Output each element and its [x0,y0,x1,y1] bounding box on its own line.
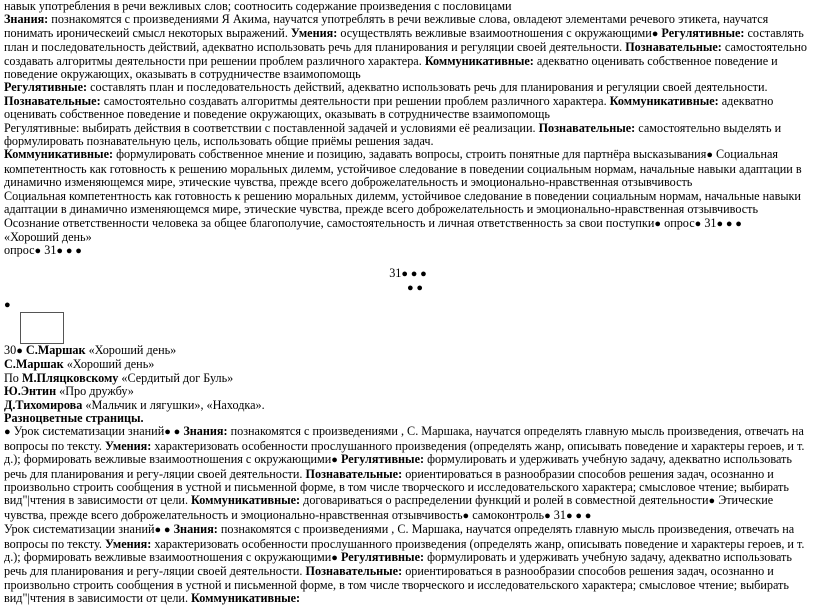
label-communicative: Коммуникативные: [191,493,301,508]
author: Д.Тихомирова [4,397,83,412]
label-cognitive: Познавательные: [625,40,722,55]
paragraph-competences-1 [4,13,812,81]
text: составлять план и последовательность действий, адекватно использовать речь для планирования и регуляции своей деятельности. [87,80,768,95]
number: 31 [41,243,57,258]
paragraph-regulative [4,122,812,149]
author: С.Маршак [4,357,64,372]
bullets-icon: ● ● ● [401,267,427,280]
line-good-day [4,231,812,244]
label-communicative: Коммуникативные: [4,147,114,162]
label-skills: Умения: [104,438,152,453]
line-entin [4,385,812,398]
text: опрос [661,215,695,230]
label-cognitive: Познавательные: [538,120,636,135]
title: «Сердитый дог Буль» [118,370,234,385]
label-cognitive: Познавательные: [4,93,101,108]
bullets-icon: ● ● [406,282,424,295]
title: «Про дружбу» [56,384,134,399]
text: ориентироваться в разнообразии способов решения задач, осознанно и произвольно строить сообщения в устной и письменной форме, в том числе творческого и исследовательского характера; смысловое чтение; выбирать вид"|чтения в зависимости от цели. [4,564,789,606]
text: самостоятельно создавать алгоритмы деятельности при решении проблем различного характера. [100,93,610,108]
bullets-icon: ● ● ● [565,509,592,522]
bullet-icon: ● [544,509,551,522]
label-regulative: Регулятивные: [4,80,88,95]
bullets-icon: ● ● ● [716,217,742,230]
text: характеризовать особенности прослушанного произведения (определять жанр, описывать поведение и характеры героев, и т. д.); формировать вежливые взаимоотношения с окружающими [4,536,805,565]
paragraph-social [4,190,812,217]
text: «Хороший день» [4,229,92,244]
bullet-icon: ● [331,454,338,467]
bullets-icon: ● ● [154,524,171,537]
bullet-icon: ● [706,149,713,162]
text: составлять план и последовательность действий, адекватно использовать речь для планирования и регуляции своей деятельности. [4,25,804,55]
text: самостоятельно выделять и формулировать познавательную цель, использовать общие приёмы решения задач. [4,120,782,149]
text: познакомятся с произведениями , С. Маршака, научатся определять главную мысль произведения, отвечать на вопросы по тексту. [4,424,804,453]
paragraph-lesson-2 [4,523,812,605]
text: ориентироваться в разнообразии способов решения задач, осознанно и произвольно строить сообщения в устной и письменной форме, в том числе творческого и исследовательского характера; смысловое чтение; выбирать вид"|чтения в зависимости от цели. [4,466,789,508]
bullet-icon: ● [331,552,338,565]
label-communicative: Коммуникативные: [609,93,719,108]
number: 30 [4,342,17,357]
label-knowledge: Знания: [4,12,49,27]
bullet-icon: ● [654,217,662,230]
bullet-icon: ● [16,344,23,357]
number: 31 [389,265,402,280]
label-communicative: Коммуникативные: [191,591,301,606]
text: самостоятельно создавать алгоритмы деятельности при решении проблем различного характера. [4,40,808,68]
lone-dot [4,298,812,312]
label-regulative: Регулятивные: [658,25,745,40]
bullet-icon: ● [694,217,702,230]
bullet-icon: ● [4,426,11,439]
paragraph-competences-2 [4,81,812,121]
centered-number [4,267,812,281]
label-knowledge: Знания: [170,522,218,537]
image-placeholder [20,312,64,344]
text: познакомятся с произведениями , С. Маршака, научатся определять главную мысль произведения, отвечать на вопросы по тексту. [4,522,795,551]
text: Регулятивные: выбирать действия в соответствии с поставленной задачей и условиями её реализации. [4,120,539,135]
text: Урок систематизации знаний [10,424,165,439]
text: адекватно оценивать собственное поведение и поведение окружающих, оказывать в сотрудничестве взаимопомощь [4,53,778,82]
author: С.Маршак [22,342,86,357]
text: По [4,370,22,385]
label-skills: Умения: [290,25,338,40]
text: формулировать и удерживать учебную задачу, адекватно использовать речь для планирования и регу-ляции своей деятельности. [4,452,792,481]
bullet-icon: ● [34,245,42,258]
text: договариваться о распределении функций и ролей в совместной деятельности [300,493,709,508]
label-knowledge: Знания: [180,424,228,439]
bullet-icon: ● [708,495,716,508]
paragraph-responsibility [4,217,812,231]
section-heading [4,412,812,425]
author: Ю.Энтин [4,384,57,399]
line-marshak [4,358,812,371]
text: формулировать и удерживать учебную задачу, адекватно использовать речь для планирования и регу-ляции своей деятельности. [4,550,792,579]
line-marshak-30 [4,344,812,358]
text: навык употребления в речи вежливых слов; соотносить содержание произведения с пословицами [4,0,512,13]
bullets-icon: ● ● ● [56,245,82,258]
title: «Мальчик и лягушки», «Находка». [82,397,265,412]
number: 31 [701,215,717,230]
paragraph-lesson-1 [4,425,812,523]
text: познакомятся с произведениями Я Акима, научатся употреблять в речи вежливые слова, овладеют элементами речевого этикета, научатся понимать ироническеий смысл некоторых выражений. [4,12,769,40]
text: характеризовать особенности прослушанного произведения (определять жанр, описывать поведение и характеры героев, и т. д.); формировать вежливые взаимоотношения с окружающими [4,438,805,467]
text: Осознание ответственности человека за общее благополучие, самостоятельность и личная ответственность за свои поступки [4,215,655,230]
label-cognitive: Познавательные: [305,564,403,579]
label-cognitive: Познавательные: [305,466,403,481]
text: Этические чувства, прежде всего доброжелательность и эмоционально-нравственная отзывчивость [4,493,774,522]
number: 31 [550,507,566,522]
label-regulative: Регулятивные: [337,550,425,565]
bullet-icon: ● [4,298,11,311]
text: адекватно оценивать собственное поведение и поведение окружающих, оказывать в сотрудничестве взаимопомощь [4,93,774,122]
text: формулировать собственное мнение и позицию, задавать вопросы, строить понятные для партнёра высказывания [113,147,707,162]
heading: Разноцветные страницы. [4,410,144,425]
bullets-icon: ● ● [164,426,181,439]
paragraph-communicative [4,148,812,189]
text: Урок систематизации знаний [4,522,155,537]
label-communicative: Коммуникативные: [424,53,534,68]
line-survey [4,244,812,258]
text: Социальная компетентность как готовность к решению моральных дилемм, устойчивое следование в поведении социальным нормам, начальные навыки адаптации в динамично изменяющемся мире, этические чувства, прежде всего доброжелательность и эмоционально-нравственная отзывчивость [4,147,802,190]
text: Социальная компетентность как готовность к решению моральных дилемм, устойчивое следование в поведении социальным нормам, начальные навыки адаптации в динамично изменяющемся мире, этические чувства, прежде всего доброжелательность и эмоционально-нравственная отзывчивость [4,188,801,217]
author: М.Пляцковскому [21,370,119,385]
text: осуществлять вежливые взаимоотношения с окружающими [337,25,652,40]
text: опрос [4,243,35,258]
bullet-icon: ● [651,27,659,40]
label-skills: Умения: [104,536,152,551]
label-regulative: Регулятивные: [337,452,425,467]
centered-dots [4,281,812,295]
text: самоконтроль [469,507,545,522]
bullet-icon: ● [462,509,470,522]
line-tikhomirova [4,399,812,412]
title: «Хороший день» [63,357,155,372]
line-1 [4,0,812,13]
line-plyatskovsky [4,372,812,385]
title: «Хороший день» [85,342,177,357]
